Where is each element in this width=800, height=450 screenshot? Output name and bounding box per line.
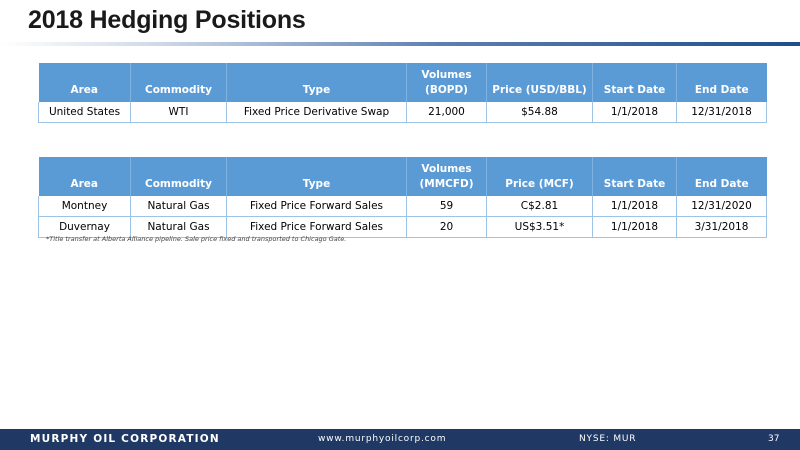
column-header: End Date xyxy=(677,63,767,102)
column-header: Commodity xyxy=(131,63,227,102)
table-cell: Duvernay xyxy=(39,217,131,238)
stock-ticker: NYSE: MUR xyxy=(579,434,637,444)
table-cell: 12/31/2018 xyxy=(677,102,767,123)
column-header: Price (USD/BBL) xyxy=(487,63,593,102)
table-cell: 1/1/2018 xyxy=(593,196,677,217)
footer-bar xyxy=(0,429,800,450)
column-header: Type xyxy=(227,63,407,102)
company-name: MURPHY OIL CORPORATION xyxy=(30,433,220,445)
column-header: Volumes (MMCFD) xyxy=(407,157,487,196)
table-cell: 3/31/2018 xyxy=(677,217,767,238)
column-header: Area xyxy=(39,63,131,102)
table-cell: Natural Gas xyxy=(131,217,227,238)
page-number: 37 xyxy=(768,434,780,444)
column-header: Volumes (BOPD) xyxy=(407,63,487,102)
table-row xyxy=(39,102,767,123)
table-cell: C$2.81 xyxy=(487,196,593,217)
column-header: Price (MCF) xyxy=(487,157,593,196)
table-cell: WTI xyxy=(131,102,227,123)
title-underline xyxy=(0,42,800,46)
website-link[interactable]: www.murphyoilcorp.com xyxy=(318,434,447,444)
column-header: Area xyxy=(39,157,131,196)
column-header: End Date xyxy=(677,157,767,196)
table-cell: 59 xyxy=(407,196,487,217)
table-cell: Montney xyxy=(39,196,131,217)
table-cell: Fixed Price Forward Sales xyxy=(227,217,407,238)
footnote: *Title transfer at Alberta Alliance pipeline. Sale price fixed and transported to Chicago Gate. xyxy=(46,235,347,243)
table-cell: 20 xyxy=(407,217,487,238)
table-cell: 1/1/2018 xyxy=(593,217,677,238)
table-cell: $54.88 xyxy=(487,102,593,123)
table-cell: United States xyxy=(39,102,131,123)
table-cell: US$3.51* xyxy=(487,217,593,238)
table-cell: Natural Gas xyxy=(131,196,227,217)
oil-hedge-table xyxy=(38,63,767,123)
table-cell: 21,000 xyxy=(407,102,487,123)
gas-hedge-table xyxy=(38,157,767,238)
table-cell: Fixed Price Forward Sales xyxy=(227,196,407,217)
table-header-row xyxy=(39,63,767,102)
column-header: Start Date xyxy=(593,63,677,102)
table-cell: 1/1/2018 xyxy=(593,102,677,123)
column-header: Type xyxy=(227,157,407,196)
column-header: Commodity xyxy=(131,157,227,196)
table-row xyxy=(39,196,767,217)
page-title: 2018 Hedging Positions xyxy=(28,6,306,34)
column-header: Start Date xyxy=(593,157,677,196)
table-cell: 12/31/2020 xyxy=(677,196,767,217)
table-header-row xyxy=(39,157,767,196)
table-cell: Fixed Price Derivative Swap xyxy=(227,102,407,123)
